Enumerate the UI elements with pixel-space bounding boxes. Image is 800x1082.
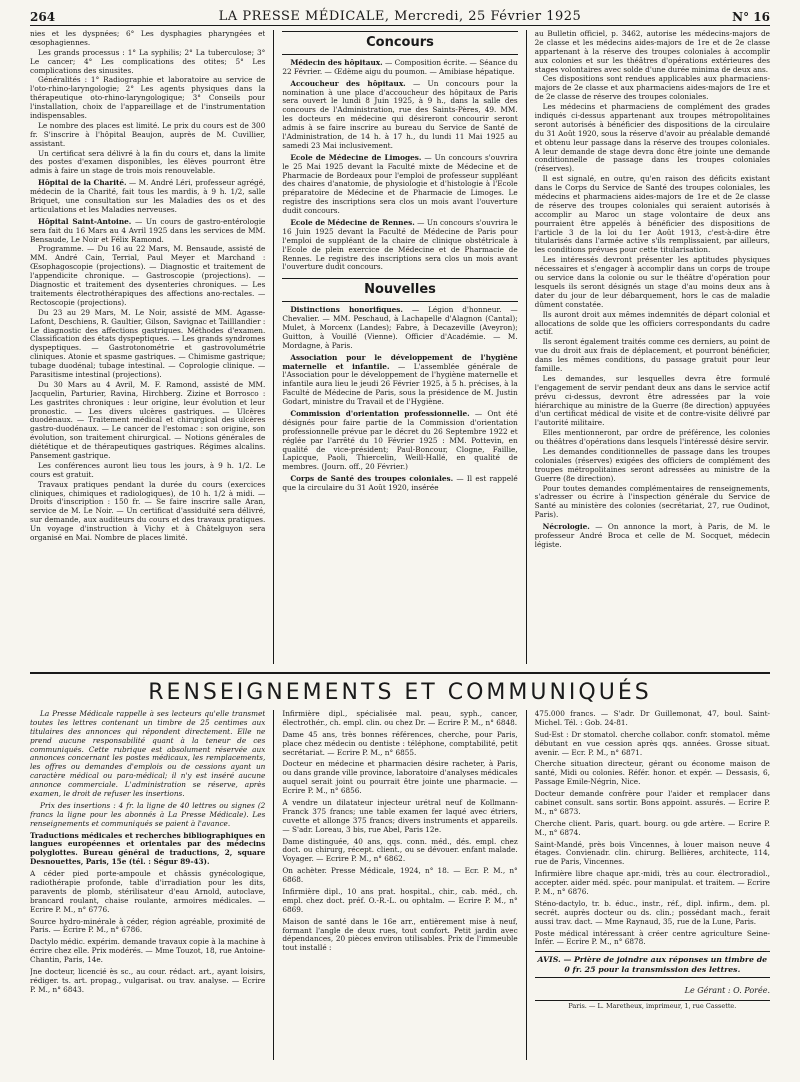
- paragraph: Du 23 au 29 Mars, M. Le Noir, assisté de MM. Agasse-Lafont, Deschiens, R. Gaultier, Gilson, Savignac et Tailllandier : Le diagnostic des affections gastriques. Méthodes d'examen. Classification des états dyspeptiques. — Les grands syndromes dyspeptiques. — Gastrotonométrie et gastrovolumétrie cliniques. Atonie et spasme gastriques. — Chimisme gastrique; tubage duodénal; tubage intestinal. — Coprologie clinique. — Parasitisme intestinal (projections).: [30, 307, 266, 379]
- nouvelles-item: [282, 354, 517, 407]
- antoine-notice: [30, 218, 265, 245]
- classified-ad: 475.000 francs. — S'adr. Dr Guillemonat, 47, boul. Saint-Michel. Tél. : Gob. 24-81.: [534, 710, 770, 727]
- classified-ad: Sténo-dactylo, tr. b. éduc., instr., réf., dipl. infirm., dem. pl. secrét. auprès docteur ou ds. clin.; possédant mach., ferait aussi trav. dact. — Mme Raynaud, 35, rue de la Lune, Paris.: [534, 898, 770, 926]
- avis-notice: AVIS. — Prière de joindre aux réponses un timbre de 0 fr. 25 pour la transmission des lettres.: [535, 951, 770, 978]
- paragraph: au Bulletin officiel, p. 3462, autorise les médecins-majors de 2e classe et les médecins aides-majors de 1re et de 2e classe appartenant à la réserve des troupes coloniales à accomplir aux colonies et sur les théâtres d'opérations extérieures des stages volontaires avec solde d'une durée minima de deux ans.: [534, 30, 770, 74]
- concours-title: Concours: [282, 31, 517, 55]
- issue-number: N° 16: [732, 10, 770, 24]
- antoine-heading: Hôpital Saint-Antoine.: [38, 216, 132, 226]
- column-2: [282, 30, 517, 664]
- classified-ad: Jne docteur, licencié ès sc., au cour. rédact. art., ayant loisirs, rédiger. ts. art. propag., vulgarisat. ou trav. analyse. — Ecrire P. M., n° 6843.: [30, 967, 266, 994]
- column-divider: [526, 710, 527, 1060]
- nouvelles-text: — Il est rappelé que la circulaire du 31 Août 1920, insérée: [282, 474, 518, 493]
- classified-ad: Dactylo médic. expérim. demande travaux copie à la machine à écrire chez elle. Prix modérés. — Mme Touzot, 18, rue Antoine-Chantin, Paris, 14e.: [30, 937, 266, 965]
- nouvelles-heading: Association pour le développement de l'hygiène maternelle et infantile.: [282, 352, 518, 371]
- paragraph: Les demandes, sur lesquelles devra être formulé l'engagement de servir pendant deux ans dans le service actif prévu ci-dessus, devront être adressées par la voie hiérarchique au ministre de la Guerre (8e direction) appuyées d'un certificat médical de visite et de contre-visite délivré par l'autorité militaire.: [534, 373, 770, 428]
- paragraph: Pour toutes demandes complémentaires de renseignements, s'adresser ou écrire à l'inspection générale du Service de Santé au ministère des colonies (secrétariat, 27, rue Oudinot, Paris).: [534, 483, 770, 520]
- classified-ad: Maison de santé dans le 16e arr., entièrement mise à neuf, formant l'angle de deux rues, tout confort. Petit jardin avec dépendances, 20 pièces environ utilisables. Prix de l'immeuble tout installé :: [282, 916, 518, 953]
- classified-ad: Poste médical intéressant à créer centre agriculture Seine-Infér. — Ecrire P. M., n° 6878.: [534, 928, 770, 947]
- column-3: [535, 30, 770, 664]
- section-title-renseignements: RENSEIGNEMENTS ET COMMUNIQUÉS: [30, 672, 770, 710]
- paragraph: Du 30 Mars au 4 Avril, M. F. Ramond, assisté de MM. Jacquelin, Parturier, Ravina, Hirchberg. Zizine et Borrosco : Les gastrites chroniques : leur origine, leur évolution et leur pronostic. — Les divers ulcères gastriques. — Ulcères duodénaux. — Traitement médical et chirurgical des ulcères gastro-duodénaux. — Le cancer de l'estomac : son origine, son évolution, son traitement chirurgical. — Notions générales de diététique et de thérapeutiques gastriques. Régimes alcalins. Pansement gastrique.: [30, 379, 266, 460]
- paragraph: Il est signalé, en outre, qu'en raison des déficits existant dans le Corps du Service de Santé des troupes coloniales, les médecins et pharmaciens aides-majors de 1re et de 2e classe de réserve des troupes coloniales qui seraient autorisés à accomplir au Maroc un stage volontaire de deux ans pourraient être appelés à bénéficier des dispositions de l'article 3 de la loi du 1er Août 1913, c'est-à-dire être titularisés dans l'armée active s'ils remplissaient, par ailleurs, les conditions prévues pour cette titularisation.: [534, 174, 770, 255]
- paragraph: Les intéressés devront présenter les aptitudes physiques nécessaires et s'engager à accomplir dans un corps de troupe ou service dans la colonie ou sur le théâtre d'opération pour lesquels ils seront désignés un stage d'au moins deux ans à dater du jour de leur débarquement, hors le cas de maladie dûment constatée.: [534, 255, 770, 309]
- ads-column-3: [535, 710, 770, 1060]
- paragraph: Travaux pratiques pendant la durée du cours (exercices cliniques, chimiques et radiologiques), de 10 h. 1/2 à midi. — Droits d'inscription : 150 fr. — Se faire inscrire salle Aran, service de M. Le Noir. — Un certificat d'assiduité sera délivré, sur demande, aux auditeurs du cours et des travaux pratiques. Un voyage d'instruction à Vichy et à Châtelguyon sera organisé en Mai. Nombre de places limité.: [30, 479, 266, 542]
- classified-ad: Dame 45 ans, très bonnes références, cherche, pour Paris, place chez médecin ou dentiste : téléphone, comptabilité, petit secrétariat. — Ecrire P. M., n° 6855.: [282, 729, 518, 757]
- paragraph: Elles mentionneront, par ordre de préférence, les colonies ou théâtres d'opérations dans lesquels l'intéressé désire servir.: [534, 428, 770, 447]
- paragraph: Ils seront également traités comme ces derniers, au point de vue du droit aux frais de déplacement, et pourront bénéficier, dans les mêmes conditions, du passage gratuit pour leur famille.: [534, 337, 770, 373]
- paragraph: Un certificat sera délivré à la fin du cours et, dans la limite des postes d'examen disponibles, les élèves pourront être admis à faire un stage de trois mois renouvelable.: [30, 148, 266, 176]
- paragraph: Les grands processus : 1° La syphilis; 2° La tuberculose; 3° Le cancer; 4° Les complications des otites; 5° Les complications des sinusites.: [30, 47, 266, 75]
- nouvelles-heading: Corps de Santé des troupes coloniales.: [290, 474, 454, 484]
- antoine-text: — Un cours de gastro-entérologie sera fait du 16 Mars au 4 Avril 1925 dans les services de MM. Bensaude, Le Noir et Félix Ramond.: [30, 216, 266, 244]
- classified-ad: Dame distinguée, 40 ans, qqs. conn. méd., dés. empl. chez doct. ou chirurg, récept. client., ou se dévouer. enfant malade. Voyager. — Ecrire P. M., n° 6862.: [282, 836, 518, 864]
- necrologie: [535, 523, 770, 550]
- nouvelles-text: — L'assemblée générale de l'Association pour le développement de l'hygiène maternelle et infantile aura lieu le jeudi 26 Février 1925, à 5 h. précises, à la Faculté de Médecine de Paris, sous la présidence de M. Justin Godart, ministre du Travail et de l'Hygiène.: [282, 361, 518, 407]
- page-title: LA PRESSE MÉDICALE, Mercredi, 25 Février 1925: [218, 9, 582, 24]
- concours-item: [282, 80, 517, 151]
- intro-paragraph: La Presse Médicale rappelle à ses lecteurs qu'elle transmet toutes les lettres contenant un timbre de 25 centimes aux titulaires des annonces qui répondent directement. Elle ne prend aucune responsabilité quant à la teneur de ces communiqués. Cette rubrique est absolument réservée aux annonces concernant les postes médicaux, les remplacements, les offres ou demandes d'emplois ou de cessions ayant un caractère médical ou para-médical; il n'y est inséré aucune annonce commerciale. L'administration se réserve, après examen, le droit de refuser les insertions.: [30, 710, 266, 799]
- classified-ad: Docteur en médecine et pharmacien désire racheter, à Paris, ou dans grande ville province, laboratoire d'analyses médicales auquel serait joint ou pourrait être jointe une pharmacie. — Ecrire P. M., n° 6856.: [282, 759, 518, 796]
- necrologie-heading: Nécrologie.: [542, 522, 590, 532]
- nouvelles-text: — Légion d'honneur. — Chevalier. — MM. Peschaud, à Lachapelle d'Alagnon (Cantal); Mulet, à Morcenx (Landes); Fabre, à Decazeville (Aveyron); Guitton, à Vouillé (Vienne). Officier d'Académie. — M. Mordagne, à Paris.: [282, 305, 518, 350]
- printer-line: Paris. — L. Maretheux, imprimeur, 1, rue Cassette.: [535, 1000, 770, 1011]
- concours-heading: Ecole de Médecine de Rennes.: [290, 218, 415, 227]
- classified-ad: Cherche situation directeur, gérant ou économe maison de santé, Midi ou colonies. Référ. honor. et expér. — Dessasis, 6, Passage Emile-Négrin, Nice.: [534, 759, 770, 787]
- gerant-signature: Le Gérant : O. Porée.: [684, 986, 770, 996]
- charite-notice: [30, 179, 265, 215]
- paragraph: Les conférences auront lieu tous les jours, à 9 h. 1/2. Le cours est gratuit.: [30, 460, 266, 479]
- paragraph: Les médecins et pharmaciens de complément des grades indiqués ci-dessus appartenant aux troupes métropolitaines seront autorisés à bénéficier des dispositions de la circulaire du 31 Août 1920, sous la réserve d'avoir au préalable demandé et obtenu leur passage dans la réserve des troupes coloniales. A leur demande de stage devra donc être jointe une demande conditionnelle de passage dans les troupes coloniales (réserves).: [534, 102, 770, 174]
- paragraph: Ils auront droit aux mêmes indemnités de départ colonial et allocations de solde que les officiers correspondants du cadre actif.: [534, 309, 770, 337]
- classified-ad: Source hydro-minérale à céder, région agréable, proximité de Paris. — Ecrire P. M., n° 6786.: [30, 916, 266, 935]
- nouvelles-heading: Commission d'orientation professionnelle.: [290, 409, 470, 418]
- upper-columns: [30, 30, 770, 664]
- concours-heading: Médecin des hôpitaux.: [290, 57, 383, 67]
- nouvelles-item: [282, 410, 517, 472]
- paragraph: Généralités : 1° Radiographie et laboratoire au service de l'oto-rhino-laryngologie; 2° Les agents physiques dans la thérapeutique oto-rhino-laryngologique; 3° Conseils pour l'installation, choix de l'appareillage et de l'instrumentation indispensables.: [30, 75, 266, 121]
- column-divider: [273, 30, 274, 664]
- classified-ad: Infirmière dipl., 10 ans prat. hospital., chir., cab. méd., ch. empl. chez doct. préf. O.-R.-L. ou ophtalm. — Ecrire P. M., n° 6869.: [282, 887, 518, 914]
- concours-item: [282, 219, 517, 272]
- ads-column-2: [282, 710, 517, 1060]
- concours-heading: Accoucheur des hôpitaux.: [290, 78, 406, 88]
- concours-item: [282, 59, 517, 77]
- page-number: 264: [30, 10, 56, 24]
- classified-ad: A céder pied porte-ampoule et châssis gynécologique, radiothérapie profonde, table d'irradiation pour les dits, paravents de plomb, stérilisateur d'eau Arnold, autoclave, brancard roulant, chaise roulante, armoires médicales. — Ecrire P. M., n° 6776.: [30, 869, 266, 914]
- nouvelles-text: — Ont été désignés pour faire partie de la Commission d'orientation professionnelle prévue par le décret du 26 Septembre 1922 et réglée par l'arrêté du 10 Février 1925 : MM. Pottevin, en qualité de vice-président; Paul-Boncour, Clogne, Faillie, Lapicque, Paoli, Thiercelin, Weill-Hallé, en qualité de membres. (Journ. off., 20 Février.): [282, 409, 518, 472]
- concours-text: — Un concours pour la nomination à une place d'accoucheur des hôpitaux de Paris sera ouvert le lundi 8 Juin 1925, à 9 h., dans la salle des concours de l'Administration, rue des Saints-Pères, 49. MM. les docteurs en médecine qui désireront concourir seront admis à se faire inscrire au bureau du Service de Santé de l'Administration, de 14 h. à 17 h., du lundi 11 Mai 1925 au samedi 23 Mai inclusivement.: [282, 78, 518, 150]
- concours-item: [282, 154, 517, 216]
- page-header: [30, 8, 770, 26]
- paragraph: Le nombre des places est limité. Le prix du cours est de 300 fr. S'inscrire à l'hôpital Beaujon, auprès de M. Cuvillier, assistant.: [30, 120, 266, 148]
- lower-columns: [30, 710, 770, 1060]
- classified-ad: On achèter. Presse Médicale, 1924, n° 18. — Ecr. P. M., n° 6868.: [282, 866, 518, 885]
- paragraph: nies et les dyspnées; 6° Les dysphagies pharyngées et œsophagiennes.: [30, 30, 266, 47]
- necrologie-text: — On annonce la mort, à Paris, de M. le professeur André Broca et celle de M. Socquet, médecin légiste.: [534, 522, 770, 549]
- paragraph: Les demandes conditionnelles de passage dans les troupes coloniales (réserves) exigées des officiers de complément des troupes métropolitaines seront adressées au ministre de la Guerre (8e direction).: [534, 446, 770, 483]
- concours-text: — Un concours s'ouvrira le 16 Juin 1925 devant la Faculté de Médecine de Paris pour l'emploi de suppléant de la chaire de clinique obstétricale à l'Ecole de plein exercice de Médecine et de Pharmacie de Rennes. Le registre des inscriptions sera clos un mois avant l'ouverture dudit concours.: [282, 218, 518, 272]
- concours-text: — Composition écrite. — Séance du 22 Février. — Œdème aigu du poumon. — Amibiase hépatique.: [282, 57, 518, 76]
- classified-ad: Traductions médicales et recherches bibliographiques en langues européennes et orientales par des médecins polyglottes. Bureau général de traductions, 2, square Desnouettes, Paris, 15e (tél. : Ségur 89-43).: [30, 830, 266, 867]
- intro-paragraph: Prix des insertions : 4 fr. la ligne de 40 lettres ou signes (2 francs la ligne pour les abonnés à La Presse Médicale). Les renseignements et communiqués se paient à l'avance.: [30, 800, 266, 828]
- classified-ad: Sud-Est : Dr stomatol. cherche collabor. confr. stomatol. même débutant en vue cession après qqs. années. Grosse situat. avenir. — Ecr. P. M., n° 6871.: [534, 729, 770, 757]
- classified-ad: A vendre un dilatateur injecteur urétral neuf de Kollmann-Franck 375 francs; une table examen fer laqué avec étriers, cuvette et allonge 375 francs; divers instruments et appareils. — S'adr. Loreau, 3 bis, rue Abel, Paris 12e.: [282, 798, 518, 834]
- classified-ad: Infirmière dipl., spécialisée mal. peau, syph., cancer, électrothér., ch. empl. clin. ou chez Dr. — Ecrire P. M., n° 6848.: [282, 710, 518, 727]
- classified-ad: Saint-Mandé, près bois Vincennes, à louer maison neuve 4 étages. Convienadr. clin. chirurg. Bellières, architecte, 114, rue de Paris, Vincennes.: [534, 839, 770, 867]
- charite-heading: Hôpital de la Charité.: [38, 178, 127, 188]
- column-divider: [526, 30, 527, 664]
- paragraph: Ces dispositions sont rendues applicables aux pharmaciens-majors de 2e classe et aux pharmaciens aides-majors de 1re et de 2e classe de réserve des troupes coloniales.: [534, 74, 770, 102]
- charite-text: — M. André Léri, professeur agrégé, médecin de la Charité, fait tous les mardis, à 9 h. 1/2, salle Briquet, une consultation sur les Maladies des os et des articulations et les Maladies nerveuses.: [30, 178, 266, 214]
- nouvelles-heading: Distinctions honorifiques.: [290, 305, 403, 315]
- classified-ad: Docteur demande confrère pour l'aider et remplacer dans cabinet consult. sans sortir. Bons appoint. assurés. — Ecrire P. M., n° 6873.: [534, 789, 770, 816]
- paragraph: Programme. — Du 16 au 22 Mars, M. Bensaude, assisté de MM. André Cain, Terrial, Paul Meyer et Marchand : Œsophagoscopie (projections). — Diagnostic et traitement de l'appendicite chronique. — Gastroscopie (projections). — Diagnostic et traitement des dysenteries chroniques. — Les traitements électrothérapiques des affections ano-rectales. — Rectoscopie (projections).: [30, 244, 266, 307]
- nouvelles-item: [282, 475, 517, 493]
- classified-ad: Infirmière libre chaque apr.-midi, très au cour. électroradiol., accepter. aider méd. spéc. pour manipulat. et traitem. — Ecrire P. M., n° 6876.: [534, 869, 770, 897]
- column-1: [30, 30, 265, 664]
- nouvelles-title: Nouvelles: [282, 278, 517, 302]
- concours-text: — Un concours s'ouvrira le 25 Mai 1925 devant la Faculté mixte de Médecine et de Pharmacie de Bordeaux pour l'emploi de professeur suppléant des chaires d'anatomie, de physiologie et d'histologie à l'Ecole préparatoire de Médecine et de Pharmacie de Limoges. Le registre des inscriptions sera clos un mois avant l'ouverture dudit concours.: [282, 152, 518, 216]
- concours-heading: Ecole de Médecine de Limoges.: [290, 152, 422, 162]
- classified-ad: Cherche client. Paris, quart. bourg. ou gde artère. — Ecrire P. M., n° 6874.: [534, 818, 770, 837]
- column-divider: [273, 710, 274, 1060]
- ads-column-1: [30, 710, 265, 1060]
- nouvelles-item: [282, 306, 517, 350]
